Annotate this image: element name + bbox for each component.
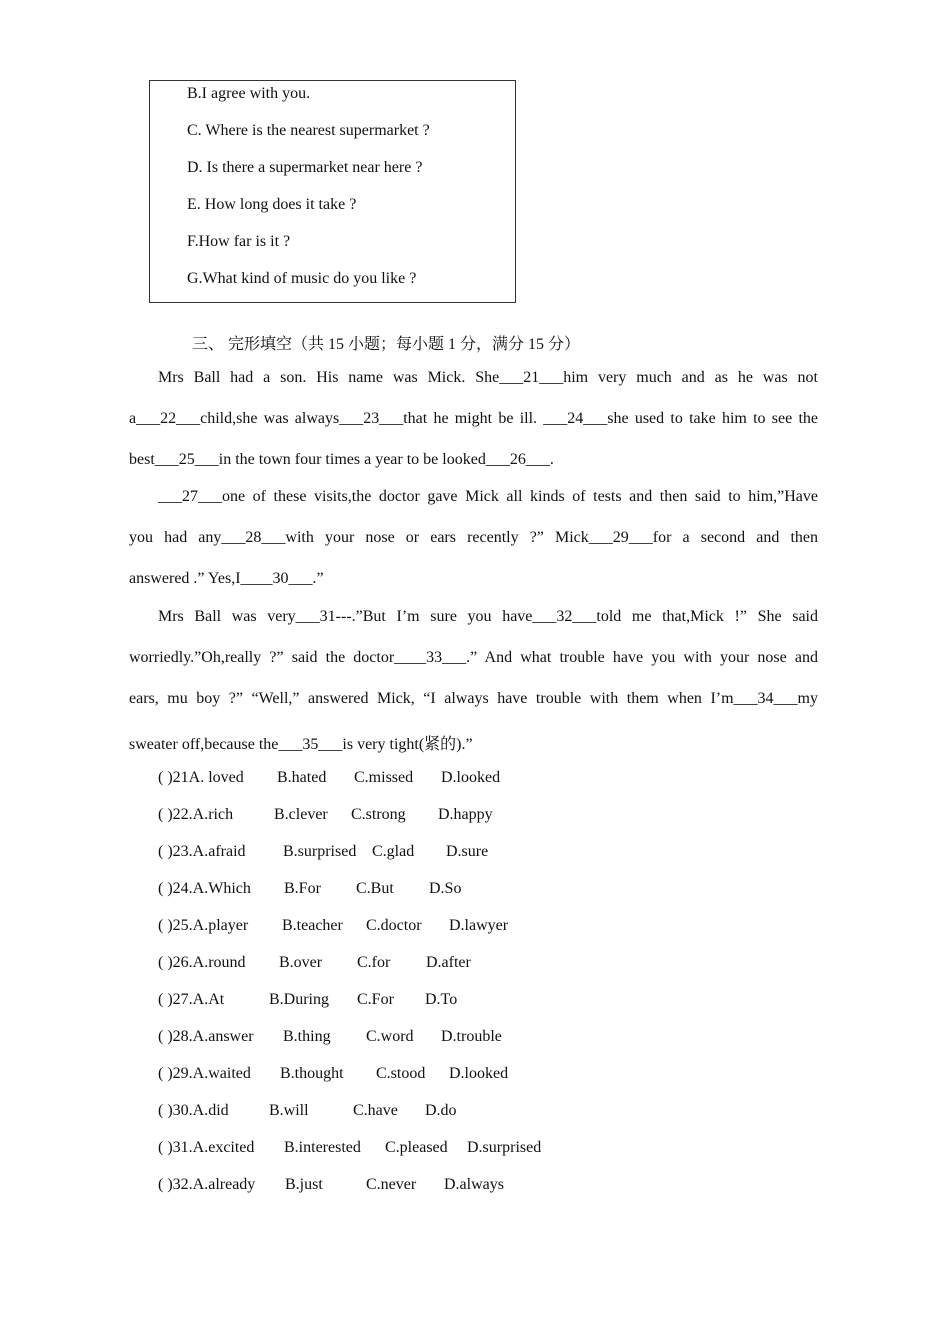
- choice-d: D.sure: [446, 843, 489, 860]
- choice-d: D.lawyer: [449, 917, 509, 934]
- passage-line: worriedly.”Oh,really ?” said the doctor____33___.” And what trouble have you with your nose and: [129, 649, 818, 666]
- choice-d: D.To: [425, 991, 458, 1008]
- choice-d: D.after: [426, 954, 471, 971]
- question-stem: ( )29.A.waited: [158, 1065, 251, 1082]
- choice-d: D.surprised: [467, 1139, 542, 1156]
- option-e: E. How long does it take ?: [187, 196, 357, 213]
- options-box: [149, 80, 516, 303]
- passage-line: you had any___28___with your nose or ears recently ?” Mick___29___for a second and then: [129, 529, 818, 546]
- option-d: D. Is there a supermarket near here ?: [187, 159, 423, 176]
- choice-b: B.surprised: [283, 843, 357, 860]
- choice-d: D.So: [429, 880, 462, 897]
- choice-c: C.But: [356, 880, 394, 897]
- choice-c: C.stood: [376, 1065, 426, 1082]
- question-stem: ( )26.A.round: [158, 954, 246, 971]
- choice-b: B.interested: [284, 1139, 361, 1156]
- choice-b: B.clever: [274, 806, 328, 823]
- choice-d: D.looked: [449, 1065, 509, 1082]
- choice-b: B.thought: [280, 1065, 344, 1082]
- choice-d: D.do: [425, 1102, 457, 1119]
- choice-c: C.doctor: [366, 917, 422, 934]
- passage-line: a___22___child,she was always___23___that he might be ill. ___24___she used to take him to see the: [129, 410, 818, 427]
- question-stem: ( )24.A.Which: [158, 880, 251, 897]
- question-stem: ( )23.A.afraid: [158, 843, 246, 860]
- choice-c: C.word: [366, 1028, 414, 1045]
- passage-line: answered .” Yes,I____30___.”: [129, 570, 324, 587]
- choice-b: B.over: [279, 954, 323, 971]
- question-stem: ( )22.A.rich: [158, 806, 234, 823]
- choice-b: B.During: [269, 991, 329, 1008]
- option-b: B.I agree with you.: [187, 85, 311, 102]
- choice-c: C.for: [357, 954, 391, 971]
- choice-c: C.strong: [351, 806, 406, 823]
- choice-c: C.missed: [354, 769, 414, 786]
- choice-b: B.For: [284, 880, 321, 897]
- question-stem: ( )31.A.excited: [158, 1139, 255, 1156]
- choice-c: C.never: [366, 1176, 417, 1193]
- choice-b: B.teacher: [282, 917, 343, 934]
- choice-d: D.happy: [438, 806, 493, 823]
- question-stem: ( )21A. loved: [158, 769, 244, 786]
- question-stem: ( )27.A.At: [158, 991, 225, 1008]
- passage-line: ___27___one of these visits,the doctor gave Mick all kinds of tests and then said to him,”Have: [158, 488, 818, 505]
- option-f: F.How far is it ?: [187, 233, 291, 250]
- choice-d: D.looked: [441, 769, 501, 786]
- passage-line: Mrs Ball was very___31---.”But I’m sure you have___32___told me that,Mick !” She said: [158, 608, 818, 625]
- question-stem: ( )28.A.answer: [158, 1028, 254, 1045]
- question-stem: ( )32.A.already: [158, 1176, 256, 1193]
- passage-line: ears, mu boy ?” “Well,” answered Mick, “I always have trouble with them when I’m___34___my: [129, 690, 818, 707]
- choice-c: C.For: [357, 991, 394, 1008]
- option-g: G.What kind of music do you like ?: [187, 270, 417, 287]
- choice-b: B.hated: [277, 769, 327, 786]
- choice-d: D.trouble: [441, 1028, 502, 1045]
- passage-line: Mrs Ball had a son. His name was Mick. She___21___him very much and as he was not: [158, 369, 818, 386]
- choice-c: C.glad: [372, 843, 415, 860]
- passage-line: best___25___in the town four times a year to be looked___26___.: [129, 451, 554, 468]
- passage-line: sweater off,because the___35___is very tight(紧的).”: [129, 736, 473, 753]
- section-heading: 三、 完形填空（共 15 小题；每小题 1 分，满分 15 分）: [192, 336, 581, 353]
- choice-b: B.will: [269, 1102, 309, 1119]
- question-stem: ( )25.A.player: [158, 917, 249, 934]
- choice-c: C.pleased: [385, 1139, 448, 1156]
- question-stem: ( )30.A.did: [158, 1102, 229, 1119]
- option-c: C. Where is the nearest supermarket ?: [187, 122, 430, 139]
- choice-d: D.always: [444, 1176, 504, 1193]
- choice-b: B.just: [285, 1176, 323, 1193]
- choice-c: C.have: [353, 1102, 398, 1119]
- choice-b: B.thing: [283, 1028, 331, 1045]
